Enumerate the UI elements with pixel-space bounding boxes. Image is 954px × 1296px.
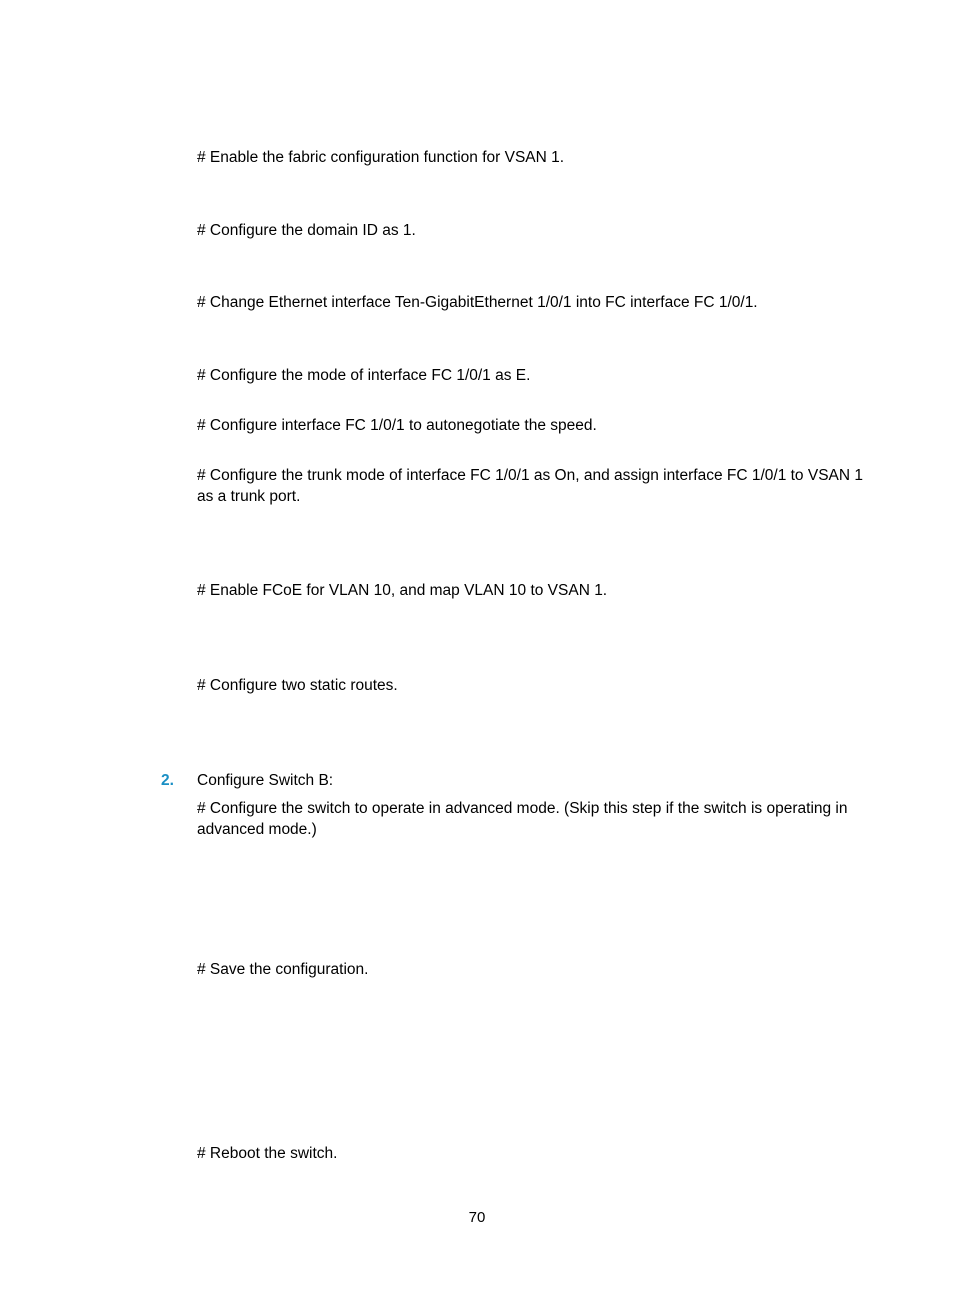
step-title: Configure Switch B: <box>197 772 334 789</box>
step-number: 2. <box>161 772 174 789</box>
instruction-advanced-mode: # Configure the switch to operate in advanced mode. (Skip this step if the switch is operating in advanced mode.) <box>197 800 848 838</box>
page-number: 70 <box>468 1209 486 1226</box>
instruction-configure-mode: # Configure the mode of interface FC 1/0/1 as E. <box>197 367 531 384</box>
instruction-change-interface: # Change Ethernet interface Ten-GigabitEthernet 1/0/1 into FC interface FC 1/0/1. <box>197 294 758 311</box>
instruction-static-routes: # Configure two static routes. <box>197 677 398 694</box>
instruction-reboot: # Reboot the switch. <box>197 1145 338 1162</box>
instruction-configure-domain-id: # Configure the domain ID as 1. <box>197 222 416 239</box>
instruction-enable-fcoe: # Enable FCoE for VLAN 10, and map VLAN 10 to VSAN 1. <box>197 582 608 599</box>
instruction-save-config: # Save the configuration. <box>197 961 369 978</box>
instruction-enable-fabric-config: # Enable the fabric configuration function for VSAN 1. <box>197 149 565 166</box>
instruction-autonegotiate-speed: # Configure interface FC 1/0/1 to autonegotiate the speed. <box>197 417 597 434</box>
instruction-trunk-mode: # Configure the trunk mode of interface FC 1/0/1 as On, and assign interface FC 1/0/1 to VSAN 1 as a trunk port. <box>197 467 863 505</box>
